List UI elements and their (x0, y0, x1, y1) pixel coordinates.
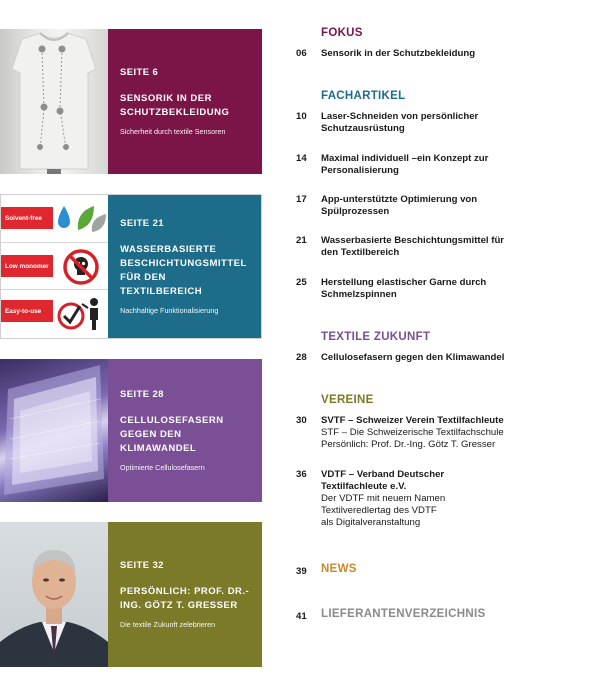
card-page-ref: SEITE 32 (120, 560, 164, 571)
toc-entry-14[interactable] (296, 153, 596, 177)
entry-title: Wasserbasierte Beschichtungsmittel für (321, 235, 505, 246)
no-toxic-icon (53, 245, 108, 289)
page-number: 28 (296, 352, 307, 363)
check-person-icon (53, 292, 108, 336)
card-image-portrait (0, 522, 108, 667)
card-subtitle: Die textile Zukunft zelebrieren (120, 620, 216, 629)
card-panel (108, 522, 262, 667)
feature-card-beschichtung[interactable] (0, 194, 262, 339)
toc-entry-06[interactable] (296, 48, 596, 60)
section-heading-fachartikel: FACHARTIKEL (321, 90, 406, 102)
toc-entry-36[interactable] (296, 469, 596, 529)
page-number: 36 (296, 469, 307, 480)
entry-title: VDTF – Verband Deutscher (321, 469, 445, 480)
entry-title: Sensorik in der Schutzbekleidung (321, 48, 476, 59)
page-number: 30 (296, 415, 307, 426)
entry-subline: Der VDTF mit neuem Namen (321, 493, 446, 504)
toc-entry-17[interactable] (296, 194, 596, 218)
entry-title: Cellulosefasern gegen den Klimawandel (321, 352, 505, 363)
entry-title: Personalisierung (321, 165, 399, 176)
shirt-illustration (0, 29, 108, 174)
card-title: CELLULOSEFASERN GEGEN DEN KLIMAWANDEL (120, 415, 224, 454)
card-title: WASSERBASIERTE BESCHICHTUNGSMITTEL FÜR DEN TEXTILBEREICH (120, 244, 247, 297)
toc-entry-25[interactable] (296, 277, 596, 301)
card-subtitle: Nachhaltige Funktionalisierung (120, 306, 219, 315)
card-title: PERSÖNLICH: PROF. DR.-ING. GÖTZ T. GRESSER (120, 586, 250, 611)
entry-title: Laser-Schneiden von persönlicher (321, 111, 479, 122)
entry-title: Maximal individuell –ein Konzept zur (321, 153, 489, 164)
entry-subline: Textilveredlertag des VDTF (321, 505, 437, 516)
section-heading-lieferantenverzeichnis: LIEFERANTENVERZEICHNIS (321, 608, 486, 620)
entry-title: App-unterstützte Optimierung von (321, 194, 478, 205)
feature-card-cellulose[interactable] (0, 359, 262, 502)
tag-easy-to-use: Easy-to-use (1, 300, 53, 322)
tag-solvent-free: Solvent-free (1, 207, 53, 229)
entry-title: SVTF – Schweizer Verein Textilfachleute (321, 415, 504, 426)
toc-entry-30[interactable] (296, 415, 596, 451)
page-number: 14 (296, 153, 307, 164)
page-number: 10 (296, 111, 307, 122)
toc-entry-21[interactable] (296, 235, 596, 259)
entry-title: Schutzausrüstung (321, 123, 405, 134)
page-number: 39 (296, 566, 307, 577)
entry-title: Spülprozessen (321, 206, 390, 217)
page-number: 21 (296, 235, 307, 246)
entry-title: Herstellung elastischer Garne durch (321, 277, 487, 288)
entry-title: Schmelzspinnen (321, 289, 397, 300)
water-leaf-icon (53, 197, 108, 241)
entry-subline: STF – Die Schweizerische Textilfachschule (321, 427, 504, 438)
entry-subline: Persönlich: Prof. Dr.-Ing. Götz T. Gresser (321, 439, 496, 450)
card-page-ref: SEITE 6 (120, 67, 159, 78)
card-image-fiber-spool (0, 359, 108, 502)
page-number: 17 (296, 194, 307, 205)
section-heading-textile-zukunft: TEXTILE ZUKUNFT (321, 331, 431, 343)
section-heading-news: NEWS (321, 563, 357, 575)
tag-low-monomer: Low monomer (1, 255, 53, 277)
card-image-icons (1, 195, 108, 338)
card-panel (108, 359, 262, 502)
card-panel (108, 195, 261, 338)
section-heading-fokus: FOKUS (321, 27, 363, 39)
page-number: 06 (296, 48, 307, 59)
card-page-ref: SEITE 21 (120, 218, 164, 229)
card-panel (108, 29, 262, 174)
card-title: SENSORIK IN DER SCHUTZBEKLEIDUNG (120, 93, 230, 118)
toc-entry-10[interactable] (296, 111, 596, 135)
card-subtitle: Sicherheit durch textile Sensoren (120, 127, 226, 136)
toc-entry-28[interactable] (296, 352, 596, 364)
entry-subline: als Digitalveranstaltung (321, 517, 421, 528)
card-image-shirt (0, 29, 108, 174)
page-number: 41 (296, 611, 307, 622)
page-number: 25 (296, 277, 307, 288)
feature-card-sensorik[interactable] (0, 29, 262, 174)
card-subtitle: Optimierte Cellulosefasern (120, 463, 205, 472)
section-heading-vereine: VEREINE (321, 394, 374, 406)
entry-title: den Textilbereich (321, 247, 400, 258)
card-page-ref: SEITE 28 (120, 389, 164, 400)
entry-title: Textilfachleute e.V. (321, 481, 407, 492)
feature-card-persoenlich[interactable] (0, 522, 262, 667)
